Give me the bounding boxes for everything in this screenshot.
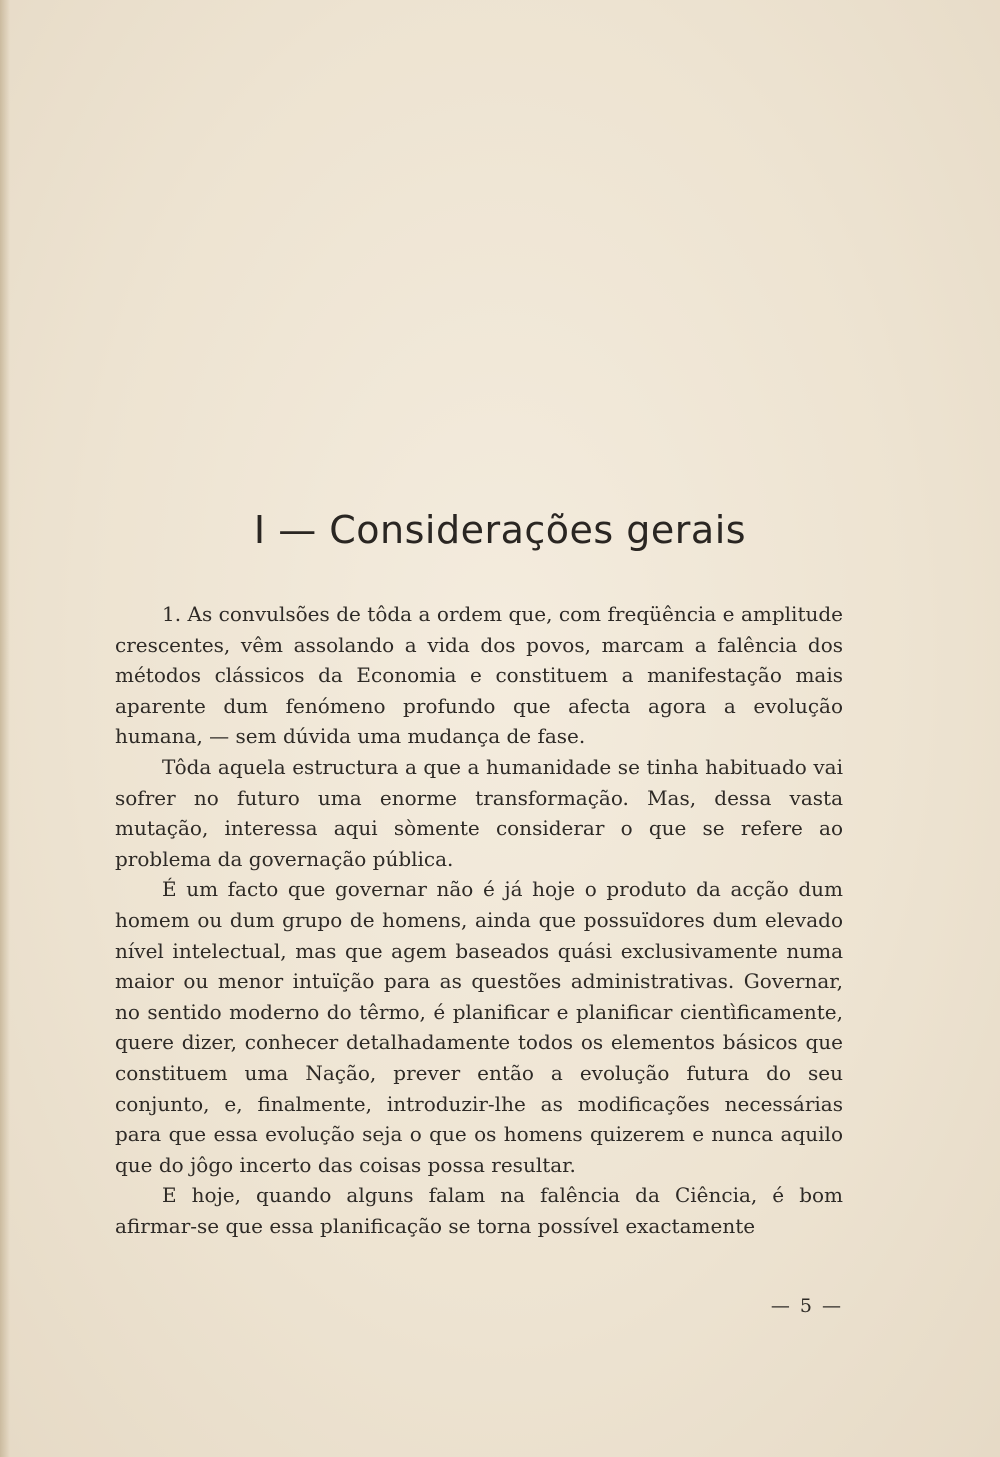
paragraph-3: É um facto que governar não é já hoje o produto da acção dum homem ou dum grupo de homens, ainda que possuïdores dum elevado nível intelectual, mas que agem baseados quási exclusivamente numa maior ou menor intuïção para as questões administrativas. Governar, no sentido moderno do têrmo, é planificar e planificar cientìficamente, quere dizer, conhecer detalhadamente todos os elementos básicos que constituem uma Nação, prever então a evolução futura do seu conjunto, e, finalmente, introduzir-lhe as modificações necessárias para que essa evolução seja o que os homens quizerem e nunca aquilo que do jôgo incerto das coisas possa resultar. — [115, 877, 843, 1177]
page-edge-shadow — [0, 0, 10, 1457]
body-text — [115, 599, 843, 1241]
chapter-title: I — Considerações gerais — [253, 508, 747, 552]
page-number: — 5 — — [770, 1295, 843, 1317]
paragraph-1: 1. As convulsões de tôda a ordem que, com freqüência e amplitude crescentes, vêm assolando a vida dos povos, marcam a falência dos métodos clássicos da Economia e constituem a manifestação mais aparente dum fenómeno profundo que afecta agora a evolução humana, — sem dúvida uma mudança de fase. — [115, 602, 843, 749]
paragraph-4: E hoje, quando alguns falam na falência da Ciência, é bom afirmar-se que essa planificação se torna possível exactamente — [115, 1183, 843, 1238]
paragraph-2: Tôda aquela estructura a que a humanidade se tinha habituado vai sofrer no futuro uma enorme transformação. Mas, dessa vasta mutação, interessa aqui sòmente considerar o que se refere ao problema da governação pública. — [115, 754, 843, 871]
